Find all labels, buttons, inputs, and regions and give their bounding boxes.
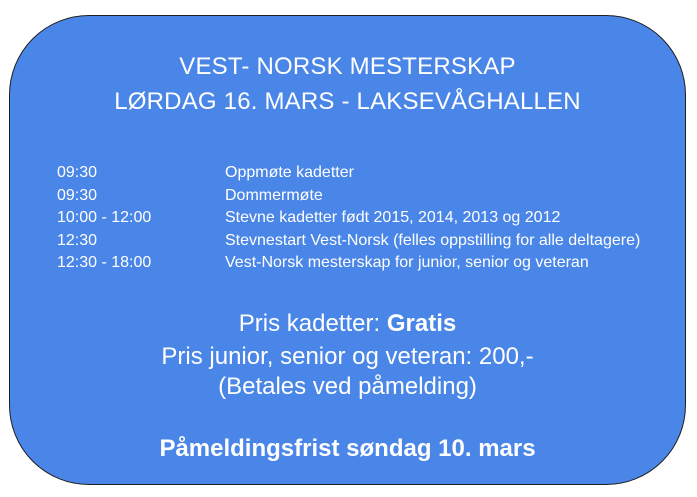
event-date-venue: LØRDAG 16. MARS - LAKSEVÅGHALLEN xyxy=(114,88,581,115)
price-cadets-label: Pris kadetter: xyxy=(238,310,387,337)
schedule-time: 09:30 xyxy=(57,186,98,204)
schedule-event: Vest-Norsk mesterskap for junior, senior og veteran xyxy=(225,254,589,271)
schedule-row xyxy=(57,230,667,253)
price-cadets-value: Gratis xyxy=(386,310,457,337)
price-others: Pris junior, senior og veteran: 200,- xyxy=(161,343,534,370)
schedule-time: 12:30 - 18:00 xyxy=(57,254,152,271)
schedule-time: 12:30 xyxy=(57,231,98,249)
schedule-list xyxy=(57,162,667,275)
schedule-event: Oppmøte kadetter xyxy=(225,164,354,181)
event-info-card xyxy=(9,15,686,485)
schedule-row xyxy=(57,162,667,185)
schedule-event: Stevne kadetter født 2015, 2014, 2013 og 2012 xyxy=(225,209,561,226)
schedule-time: 10:00 - 12:00 xyxy=(57,209,152,226)
event-title: VEST- NORSK MESTERSKAP xyxy=(179,53,516,80)
schedule-time: 09:30 xyxy=(57,164,98,181)
price-cadets xyxy=(10,309,685,339)
payment-note: (Betales ved påmelding) xyxy=(218,373,477,400)
schedule-row xyxy=(57,185,667,208)
schedule-event: Stevnestart Vest-Norsk (felles oppstilling for alle deltagere) xyxy=(225,231,641,249)
schedule-row xyxy=(57,252,667,275)
schedule-row xyxy=(57,207,667,230)
registration-deadline: Påmeldingsfrist søndag 10. mars xyxy=(159,435,536,462)
schedule-event: Dommermøte xyxy=(225,186,323,204)
